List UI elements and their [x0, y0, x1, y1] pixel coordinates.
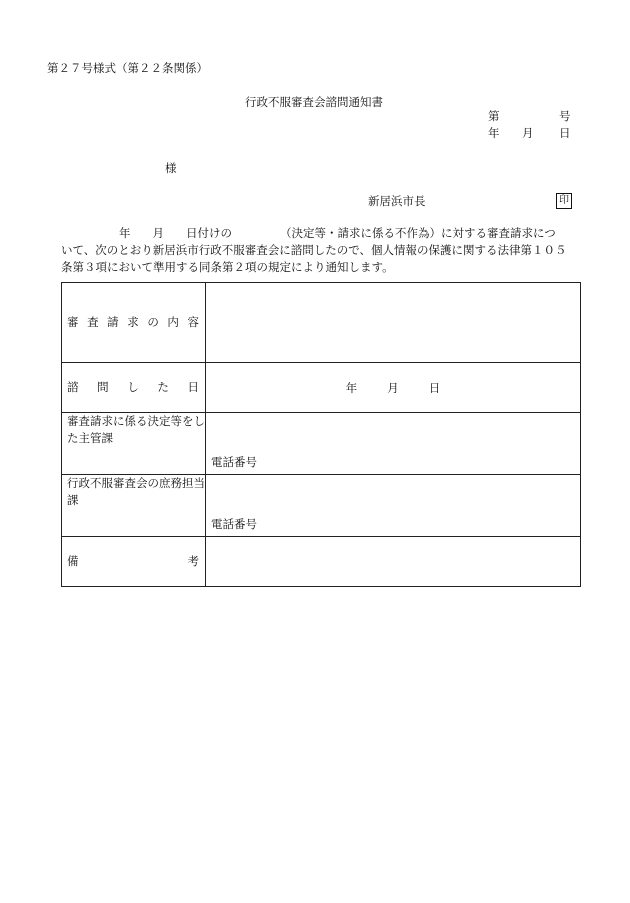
row-label-secretariat-division: 行政不服審査会の庶務担当課	[62, 475, 206, 537]
row-label-request-content	[62, 283, 206, 363]
request-content-field[interactable]	[206, 283, 581, 363]
inquiry-date-day: 日	[428, 380, 441, 395]
seal-mark: 印	[556, 193, 572, 209]
row-label-inquiry-date	[62, 363, 206, 413]
document-title: 行政不服審査会諮問通知書	[245, 95, 383, 109]
label-char: 審	[67, 315, 79, 329]
label-char: 内	[167, 315, 179, 329]
label-char: 査	[87, 315, 99, 329]
inquiry-date-year: 年	[345, 380, 358, 395]
table-row	[62, 363, 581, 413]
remarks-field[interactable]	[206, 537, 581, 587]
responsible-division-field[interactable]	[206, 413, 581, 475]
label-char: 考	[187, 554, 199, 568]
label-char: 問	[97, 380, 109, 394]
body-line-2: いて、次のとおり新居浜市行政不服審査会に諮問したので、個人情報の保護に関する法律第１０５	[61, 243, 567, 257]
label-char: 日	[187, 380, 199, 394]
inquiry-date-field[interactable]	[206, 363, 581, 413]
responsible-division-phone-label: 電話番号	[211, 455, 257, 469]
issue-date-month: 月	[522, 126, 534, 140]
label-char: 請	[107, 315, 119, 329]
label-char: 求	[127, 315, 139, 329]
body-dated: 日付けの	[186, 226, 232, 240]
inquiry-date-month: 月	[387, 380, 399, 395]
secretariat-division-field[interactable]	[206, 475, 581, 537]
row-label-responsible-division: 審査請求に係る決定等をした主管課	[62, 413, 206, 475]
body-line-1	[61, 225, 581, 242]
document-number-suffix: 号	[559, 109, 571, 123]
body-line-3: 条第３項において準用する同条第２項の規定により通知します。	[61, 260, 394, 274]
table-row	[62, 475, 581, 537]
body-year: 年	[119, 226, 131, 240]
issue-date-day: 日	[559, 126, 571, 140]
row-label-remarks	[62, 537, 206, 587]
label-char: 諮	[67, 380, 79, 394]
label-char: 備	[67, 554, 79, 568]
body-subject: （決定等・請求に係る不作為）に対する審査請求につ	[280, 226, 556, 240]
recipient-honorific: 様	[165, 161, 177, 175]
body-month: 月	[152, 226, 164, 240]
table-row	[62, 537, 581, 587]
label-char: し	[127, 380, 139, 394]
label-char: 容	[187, 315, 199, 329]
document-number-prefix: 第	[488, 109, 500, 123]
table-row	[62, 413, 581, 475]
notice-body	[61, 225, 581, 276]
table-row	[62, 283, 581, 363]
secretariat-division-phone-label: 電話番号	[211, 517, 257, 531]
form-number: 第２７号様式（第２２条関係）	[47, 61, 208, 75]
label-char: た	[157, 380, 169, 394]
notice-table	[61, 282, 581, 587]
issuer-name: 新居浜市長	[368, 194, 426, 208]
issue-date-year: 年	[488, 126, 500, 140]
label-char: の	[147, 315, 159, 329]
